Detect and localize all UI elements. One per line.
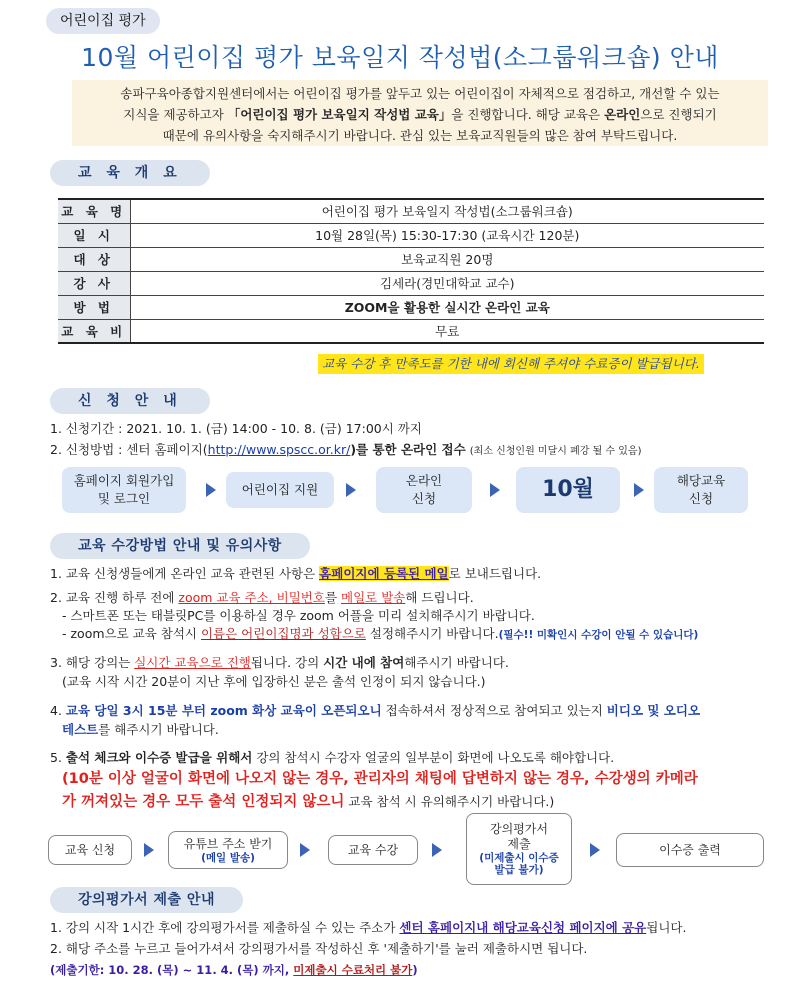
flow-step-label: 신청 [688,491,714,506]
howto-item-5 [50,749,614,767]
intro-line-3: 때문에 유의사항을 숙지해주시기 바랍니다. 관심 있는 보육교직원들의 많은 참여 부탁드립니다. [162,128,678,143]
section-heading-evaluation: 강의평가서 제출 안내 [50,887,243,913]
flow-step-online-apply [376,467,472,513]
row-value: 10월 28일(목) 15:30-17:30 (교육시간 120분) [130,223,764,247]
course-name-emphasis: 「어린이집 평가 보육일지 작성법 교육」 [227,107,452,122]
intro-line-1: 송파구육아종합지원센터에서는 어린이집 평가를 앞두고 있는 어린이집이 자체적으로 점검하고, 개선할 수 있는 [120,86,720,101]
deadline-text: ) [412,963,418,977]
flow-step-october: 10월 [516,467,620,513]
howto-text: 1. 교육 신청생들에게 온라인 교육 관련된 사항은 [50,566,320,581]
apply-method [50,441,641,461]
row-key: 교 육 명 [58,199,130,223]
row-value: 보육교직원 20명 [130,247,764,271]
row-value: 무료 [130,319,764,343]
howto-item-5-warning-2 [62,793,554,811]
completion-notice: 교육 수강 후 만족도를 기한 내에 회신해 주셔야 수료증이 발급됩니다. [318,354,704,374]
apply-note: (최소 신청인원 미달시 폐강 될 수 있음) [469,446,642,457]
table-row [58,295,764,319]
arrow-right-icon [634,483,644,497]
howto-item-2 [50,589,474,607]
flow-step-signup [62,467,186,513]
overview-table [58,198,764,344]
arrow-right-icon [206,483,216,497]
table-row [58,271,764,295]
howto-text: 됩니다. 강의 [250,655,324,670]
flow-step-daycare-support: 어린이집 지원 [226,472,334,508]
flow2-step-evaluation [466,813,572,885]
flow-step-label: 강의평가서 [490,822,548,836]
required-warning: (필수!! 미확인시 수강이 안될 수 있습니다) [498,629,699,641]
shared-page-emphasis: 센터 홈페이지내 해당교육신청 페이지에 공유 [399,920,647,935]
table-row [58,319,764,343]
arrow-right-icon [144,843,154,857]
flow-step-label: 및 로그인 [97,491,151,506]
apply-period: 1. 신청기간 : 2021. 10. 1. (금) 14:00 - 10. 8. (금) 17:00시 까지 [50,421,422,436]
flow-step-label: 제출 [507,837,531,851]
arrow-right-icon [490,483,500,497]
flow-step-sub: 발급 불가) [494,864,544,876]
av-test-emphasis: 테스트 [62,722,99,737]
email-send-emphasis: 메일로 발송 [341,590,406,605]
intro-text: 을 진행합니다. 해당 교육은 [451,107,605,122]
howto-text: 설정해주시기 바랍니다. [365,626,499,641]
attendance-warning: 가 꺼져있는 경우 모두 출석 인정되지 않으니 [62,794,345,810]
realtime-emphasis: 실시간 교육으로 진행 [134,655,251,670]
naming-rule-emphasis: 이름은 어린이집명과 성함으로 [200,626,366,641]
registered-email-emphasis: 홈페이지에 등록된 메일 [319,566,449,581]
section-heading-apply: 신 청 안 내 [50,388,210,414]
flow-step-label: 해당교육 [676,473,726,488]
section-heading-howto: 교육 수강방법 안내 및 유의사항 [50,533,310,559]
howto-item-2-sub-2 [62,625,698,644]
intro-text: 지식을 제공하고자 [123,107,228,122]
flow-step-sub: (메일 발송) [201,851,255,864]
attendance-emphasis: 출석 체크와 이수증 발급을 위해서 [65,750,253,765]
row-value: 김세라(경민대학교 교수) [130,271,764,295]
table-row [58,199,764,223]
evaluation-text: 됩니다. [646,920,687,935]
category-tag: 어린이집 평가 [46,8,160,34]
av-test-emphasis: 비디오 및 오디오 [606,703,701,718]
section-heading-overview: 교 육 개 요 [50,160,210,186]
flow-step-label: 신청 [411,491,437,506]
arrow-right-icon [346,483,356,497]
row-key: 강 사 [58,271,130,295]
howto-item-1 [50,565,541,583]
zoom-info-emphasis: zoom 교육 주소, 비밀번호 [178,590,325,605]
online-emphasis: 온라인 [604,107,641,122]
evaluation-line-2: 2. 해당 주소를 누르고 들어가셔서 강의평가서를 작성하신 후 '제출하기'를 눌러 제출하시면 됩니다. [50,941,588,956]
flow2-step-certificate [616,833,764,867]
howto-text: 해 드립니다. [405,590,474,605]
intro-line-2 [78,104,762,125]
no-submission-warning: 미제출시 수료처리 불가 [293,963,413,977]
howto-text: 접속하셔서 정상적으로 참여되고 있는지 [381,703,607,718]
arrow-right-icon [300,843,310,857]
arrow-right-icon [590,843,600,857]
row-value: 어린이집 평가 보육일지 작성법(소그룹워크숍) [130,199,764,223]
howto-text: 5. [50,750,66,765]
howto-text: 3. 해당 강의는 [50,655,135,670]
howto-text: - zoom으로 교육 참석시 [62,626,201,641]
flow-step-label: 유튜브 주소 받기 [183,836,273,851]
flow-step-course-apply [654,467,748,513]
flow-step-sub: (미제출시 이수증 [479,852,559,864]
table-row [58,247,764,271]
apply-method-text: )를 통한 온라인 접수 [350,442,466,457]
row-value: ZOOM을 활용한 실시간 온라인 교육 [130,295,764,319]
flow2-step-youtube [168,831,288,869]
flow-step-label: 교육 수강 [347,842,399,857]
howto-item-4 [50,702,700,720]
row-key: 대 상 [58,247,130,271]
flow2-step-attend [328,835,418,865]
howto-text: 교육 참석 시 유의해주시기 바랍니다.) [344,794,555,809]
evaluation-text: 1. 강의 시작 1시간 후에 강의평가서를 제출하실 수 있는 주소가 [50,920,400,935]
howto-text: 4. [50,703,66,718]
howto-text: 를 [324,590,341,605]
howto-item-2-sub-1: - 스마트폰 또는 태블릿PC를 이용하실 경우 zoom 어플을 미리 설치해주시기 바랍니다. [62,608,535,623]
row-key: 일 시 [58,223,130,247]
howto-item-4-cont [62,721,219,739]
howto-text: 를 해주시기 바랍니다. [98,722,219,737]
howto-text: 해주시기 바랍니다. [404,655,509,670]
intro-paragraph [72,80,768,146]
attend-in-time-emphasis: 시간 내에 참여 [323,655,405,670]
howto-item-5-warning-1: (10분 이상 얼굴이 화면에 나오지 않는 경우, 관리자의 채팅에 답변하지 않는 경우, 수강생의 카메라 [62,771,698,787]
evaluation-deadline [50,961,418,979]
homepage-link[interactable]: http://www.spscc.or.kr/ [207,442,351,457]
evaluation-line-1 [50,919,686,937]
flow2-step-apply [48,835,132,865]
howto-item-3 [50,654,509,672]
row-key: 방 법 [58,295,130,319]
deadline-text: (제출기한: 10. 28. (목) ~ 11. 4. (목) 까지, [50,963,294,977]
flow-step-label: 이수증 출력 [659,842,721,857]
flow-step-label: 온라인 [405,473,443,488]
zoom-open-emphasis: 교육 당일 3시 15분 부터 zoom 화상 교육이 오픈되오니 [65,703,382,718]
apply-method-text: 2. 신청방법 : 센터 홈페이지( [50,442,208,457]
howto-text: 로 보내드립니다. [448,566,542,581]
howto-text: 강의 참석시 수강자 얼굴의 일부분이 화면에 나오도록 해야합니다. [252,750,615,765]
intro-text: 으로 진행되기 [640,107,717,122]
howto-item-3-sub: (교육 시작 시간 20분이 지난 후에 입장하신 분은 출석 인정이 되지 않습니다.) [62,674,486,689]
flow-step-label: 교육 신청 [64,842,116,857]
table-row [58,223,764,247]
row-key: 교 육 비 [58,319,130,343]
page-title: 10월 어린이집 평가 보육일지 작성법(소그룹워크숍) 안내 [81,43,719,72]
arrow-right-icon [432,843,442,857]
flow-step-label: 홈페이지 회원가입 [73,473,175,488]
howto-text: 2. 교육 진행 하루 전에 [50,590,179,605]
